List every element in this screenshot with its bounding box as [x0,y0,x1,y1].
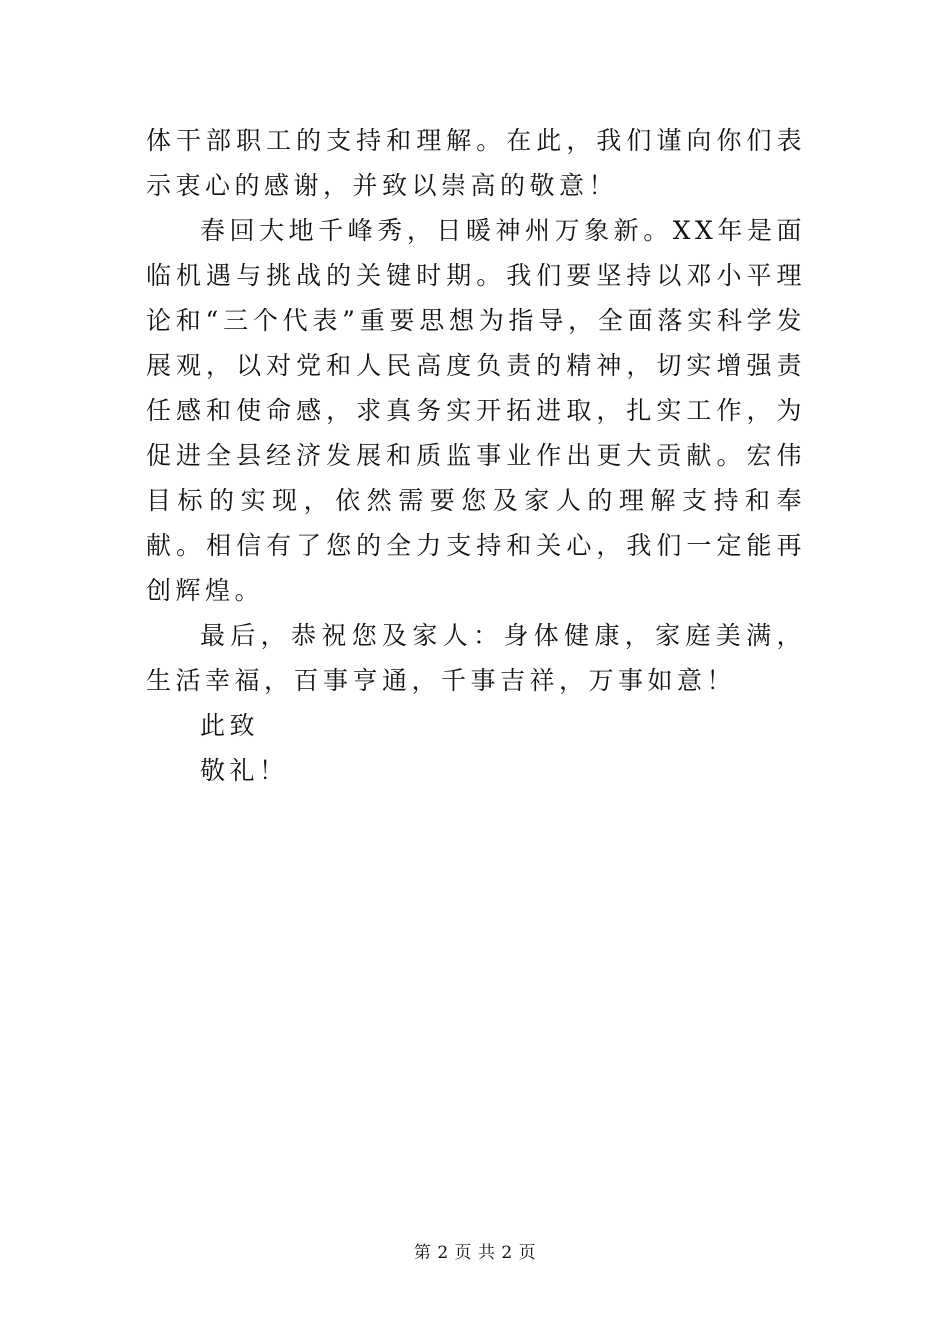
closing-regards: 敬礼！ [200,756,289,785]
paragraph-main: 春回大地千峰秀，日暖神州万象新。XX年是面临机遇与挑战的关键时期。我们要坚持以邓小平理论和“三个代表”重要思想为指导，全面落实科学发展观，以对党和人民高度负责的精神，切实增强责任感和使命感，求真务实开拓进取，扎实工作，为促进全县经济发展和质监事业作出更大贡献。宏伟目标的实现，依然需要您及家人的理解支持和奉献。相信有了您的全力支持和关心，我们一定能再创辉煌。 [146,216,806,605]
page-number-footer: 第 2 页 共 2 页 [413,1243,537,1263]
paragraph-continued: 体干部职工的支持和理解。在此，我们谨向你们表示衷心的感谢，并致以崇高的敬意！ [146,126,806,200]
closing-salutation: 此致 [200,711,260,740]
letter-body [146,118,806,793]
paragraph-wishes: 最后，恭祝您及家人：身体健康，家庭美满，生活幸福，百事亨通，千事吉祥，万事如意！ [146,621,806,695]
